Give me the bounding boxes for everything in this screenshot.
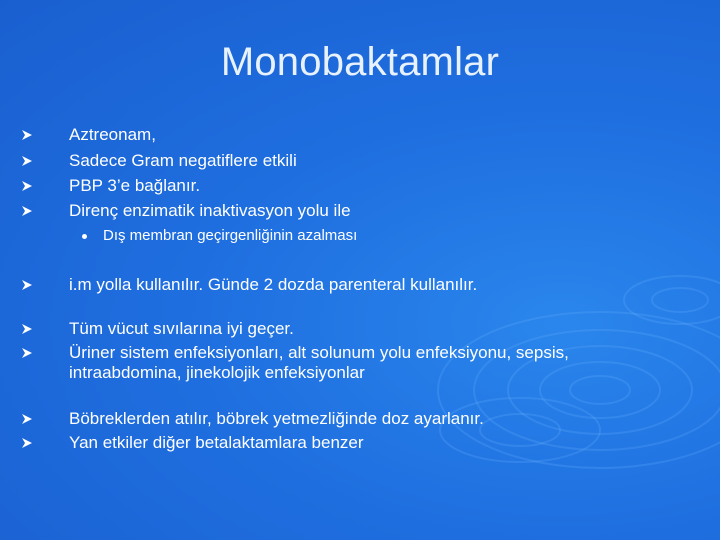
slide-title: Monobaktamlar: [220, 40, 500, 84]
bullet-text: i.m yolla kullanılır. Günde 2 dozda parenteral kullanılır.: [69, 275, 478, 294]
arrow-bullet-icon: [21, 408, 35, 430]
arrow-bullet-icon: [21, 274, 35, 296]
arrow-bullet-icon: [21, 175, 35, 197]
bullet-text: Sadece Gram negatiflere etkili: [69, 151, 297, 170]
bullet-text: Direnç enzimatik inaktivasyon yolu ile: [69, 201, 351, 220]
bullet-text: Aztreonam,: [69, 125, 156, 144]
bullet-text: Tüm vücut sıvılarına iyi geçer.: [69, 319, 294, 338]
dot-bullet-icon: [82, 234, 87, 239]
arrow-bullet-icon: [21, 150, 35, 172]
arrow-bullet-icon: [21, 342, 35, 364]
sub-bullet-text: Dış membran geçirgenliğinin azalması: [103, 227, 358, 244]
bullet-text: PBP 3’e bağlanır.: [69, 176, 201, 195]
bullet-text: Yan etkiler diğer betalaktamlara benzer: [69, 433, 364, 452]
arrow-bullet-icon: [21, 318, 35, 340]
arrow-bullet-icon: [21, 124, 35, 146]
arrow-bullet-icon: [21, 432, 35, 454]
bullet-text: Üriner sistem enfeksiyonları, alt solunum yolu enfeksiyonu, sepsis,: [69, 343, 569, 362]
bullet-text: Böbreklerden atılır, böbrek yetmezliğinde doz ayarlanır.: [69, 409, 484, 428]
arrow-bullet-icon: [21, 200, 35, 222]
bullet-text: intraabdomina, jinekolojik enfeksiyonlar: [69, 363, 365, 382]
